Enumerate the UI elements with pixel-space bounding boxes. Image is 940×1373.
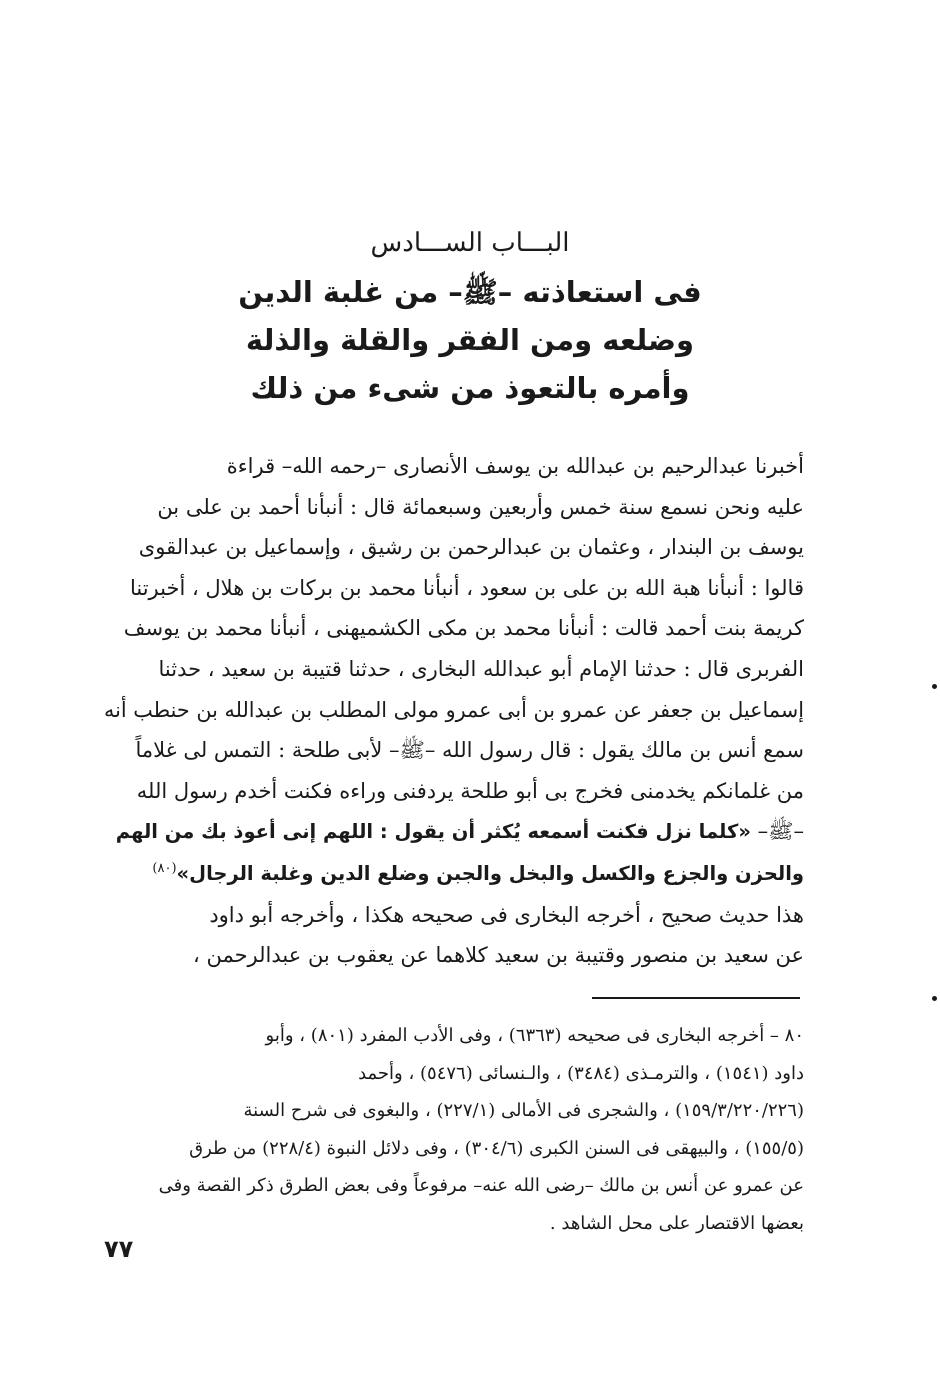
footnote-line: عن عمرو عن أنس بن مالك –رضى الله عنه– مرفوعاً وفى بعض الطرق ذكر القصة وفى	[158, 1175, 804, 1196]
text-line: الفربرى قال : حدثنا الإمام أبو عبدالله البخارى ، حدثنا قتيبة بن سعيد ، حدثنا	[158, 656, 804, 681]
text-line: قالوا : أنبأنا هبة الله بن على بن سعود ، أنبأنا محمد بن بركات بن هلال ، أخبرتنا	[129, 575, 804, 600]
chapter-title	[150, 268, 790, 412]
text-line: سمع أنس بن مالك يقول : قال رسول الله –ﷺ– لأبى طلحة : التمس لى غلاماً	[135, 738, 804, 763]
footnote	[104, 1017, 804, 1242]
scan-speck	[932, 996, 937, 1001]
chapter-title-line-1: فى استعاذته –ﷺ– من غلبة الدين	[238, 275, 702, 309]
footnote-divider	[592, 997, 800, 999]
hadith-line-2	[104, 853, 804, 895]
scan-speck	[932, 684, 937, 689]
hadith-quote-end: والحزن والجزع والكسل والبخل والجبن وضلع الدين وغلبة الرجال»	[176, 861, 804, 885]
page-number: ٧٧	[104, 1235, 134, 1263]
footnote-line: ٨٠ – أخرجه البخارى فى صحيحه (٦٣٦٣) ، وفى الأدب المفرد (٨٠١) ، وأبو	[265, 1025, 804, 1046]
footnote-line: داود (١٥٤١) ، والترمـذى (٣٤٨٤) ، والـنسائى (٥٤٧٦) ، وأحمد	[358, 1062, 804, 1084]
footnote-reference[interactable]: (٨٠)	[152, 860, 177, 876]
text-line: من غلمانكم يخدمنى فخرج بى أبو طلحة يردفنى وراءه فكنت أخدم رسول الله	[136, 778, 804, 803]
hadith-prefix: –ﷺ–	[750, 819, 804, 844]
text-line: عن سعيد بن منصور وقتيبة بن سعيد كلاهما عن يعقوب بن عبدالرحمن ،	[193, 943, 804, 968]
chapter-title-line-3: وأمره بالتعوذ من شىء من ذلك	[250, 371, 690, 405]
text-line: يوسف بن البندار ، وعثمان بن عبدالرحمن بن رشيق ، وإسماعيل بن عبدالقوى	[138, 535, 804, 560]
hadith-quote: «كلما نزل فكنت أسمعه يُكثر أن يقول : اللهم إنى أعوذ بك من الهم	[115, 820, 751, 844]
text-line: أخبرنا عبدالرحيم بن عبدالله بن يوسف الأنصارى –رحمه الله– قراءة	[226, 454, 804, 478]
footnote-line: بعضها الاقتصار على محل الشاهد .	[549, 1212, 804, 1234]
text-line: كريمة بنت أحمد قالت : أنبأنا محمد بن مكى الكشميهنى ، أنبأنا محمد بن يوسف	[123, 616, 804, 641]
text-line: هذا حديث صحيح ، أخرجه البخارى فى صحيحه هكذا ، وأخرجه أبو داود	[209, 902, 804, 927]
hadith-line-1	[104, 811, 804, 853]
chapter-label: البـــاب الســـادس	[370, 228, 570, 258]
text-line: إسماعيل بن جعفر عن عمرو بن أبى عمرو مولى المطلب بن عبدالله بن حنطب أنه	[104, 697, 804, 722]
chapter-title-line-2: وضلعه ومن الفقر والقلة والذلة	[245, 323, 695, 357]
text-line: عليه ونحن نسمع سنة خمس وأربعين وسبعمائة قال : أنبأنا أحمد بن على بن	[157, 494, 804, 519]
footnote-line: (١٥٩/٣/٢٢٠/٢٢٦) ، والشجرى فى الأمالى (٢٢٧/١) ، والبغوى فى شرح السنة	[243, 1100, 804, 1121]
footnote-line: (١٥٥/٥) ، والبيهقى فى السنن الكبرى (٣٠٤/٦) ، وفى دلائل النبوة (٢٢٨/٤) من طرق	[189, 1137, 804, 1159]
main-text	[104, 446, 804, 976]
